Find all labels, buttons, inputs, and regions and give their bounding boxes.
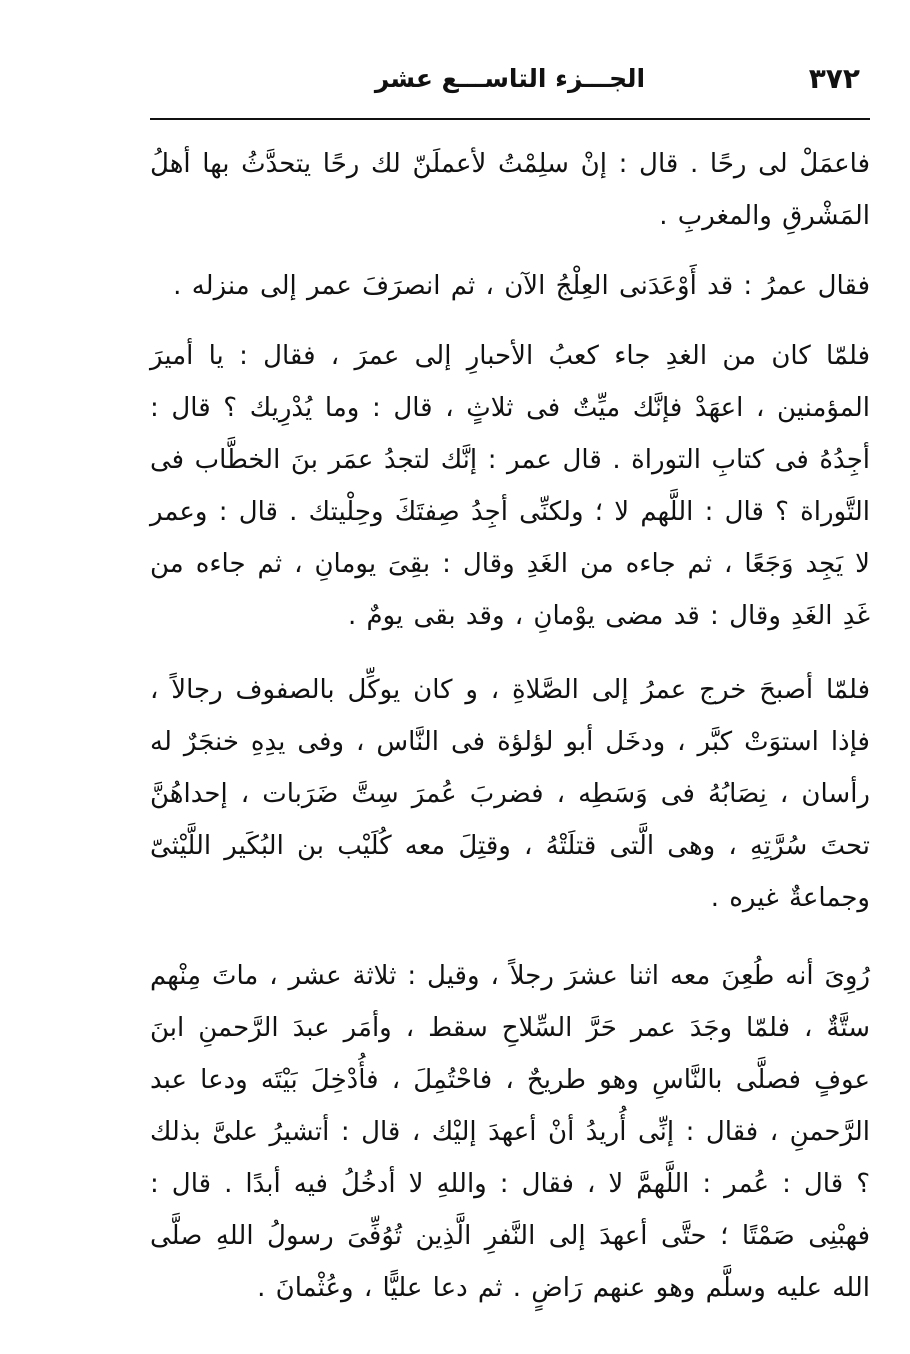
paragraph-3: فلمّا كان من الغدِ جاء كعبُ الأحبارِ إلى عمرَ ، فقال : يا أميرَ المؤمنين ، اعهَدْ فإنَّك ميِّتٌ فى ثلاثٍ ، قال : وما يُدْرِيك ؟ قال : أجِدُهُ فى كتابِ التوراة . قال عمر : إنَّك لتجدُ عمَر بنَ الخطَّاب فى التَّوراة ؟ قال : اللَّهم لا ؛ ولكنِّى أجِدُ صِفتَكَ وحِلْيتك . قال : وعمر لا يَجِد وَجَعًا ، ثم جاءه من الغَدِ وقال : بقِىَ يومانِ ، ثم جاءه من غَدِ الغَدِ وقال : قد مضى يوْمانِ ، وقد بقى يومٌ . — [150, 341, 870, 631]
paragraph-2: فقال عمرُ : قد أَوْعَدَنى العِلْجُ الآن ، ثم انصرَفَ عمر إلى منزله . — [173, 271, 870, 301]
paragraph-4: فلمّا أصبحَ خرج عمرُ إلى الصَّلاةِ ، و كان يوكِّل بالصفوف رجالاً ، فإذا استوَتْ كبَّر ، ودخَل أبو لؤلؤة فى النَّاس ، وفى يدِهِ خنجَرٌ له رأسان ، نِصَابُهُ فى وَسَطِه ، فضربَ عُمرَ سِتَّ ضَرَبات ، إحداهُنَّ تحتَ سُرَّتِهِ ، وهى الَّتى قتلَتْهُ ، وقتِلَ معه كُلَيْب بن البُكَير اللَّيْثىّ وجماعةٌ غيره . — [150, 675, 870, 913]
page-header — [150, 58, 870, 108]
running-title: الجـــزء التاســـع عشر — [374, 64, 646, 93]
paragraph-1: فاعمَلْ لى رحًا . قال : إنْ سلِمْتُ لأعملَنّ لك رحًا يتحدَّثُ بها أهلُ المَشْرقِ والمغربِ . — [150, 149, 870, 231]
body-text — [150, 138, 870, 1314]
page-number: ٣٧٢ — [808, 62, 860, 95]
header-rule — [150, 118, 870, 120]
paragraph-5: رُوِىَ أنه طُعِنَ معه اثنا عشرَ رجلاً ، وقيل : ثلاثة عشر ، ماتَ مِنْهم ستَّةٌ ، فلمّا وجَدَ عمر حَرَّ السِّلاحِ سقط ، وأمَر عبدَ الرَّحمنِ ابنَ عوفٍ فصلَّى بالنَّاسِ وهو طريحٌ ، فاحْتُمِلَ ، فأُدْخِلَ بَيْتَه ودعا عبد الرَّحمنِ ، فقال : إنِّى أُريدُ أنْ أعهدَ إليْك ، قال : أتشيرُ علىَّ بذلك ؟ قال : عُمر : اللَّهمَّ لا ، فقال : واللهِ لا أدخُلُ فيه أبدًا . قال : فهبْنِى صَمْتًا ؛ حتَّى أعهدَ إلى النَّفرِ الَّذِين تُوُفِّىَ رسولُ اللهِ صلَّى الله عليه وسلَّم وهو عنهم رَاضٍ . ثم دعا عليًّا ، وعُثْمانَ . — [150, 961, 870, 1303]
